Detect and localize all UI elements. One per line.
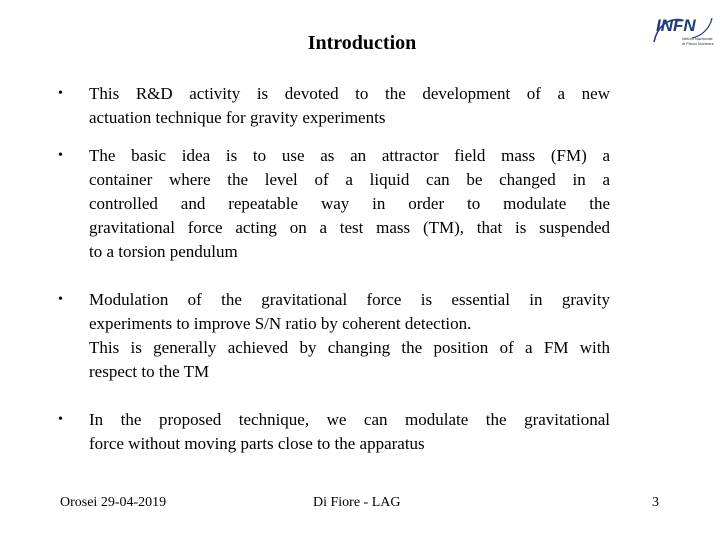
bullet-line: Modulation of the gravitational force is essential in gravity	[89, 290, 610, 309]
bullet-line: This is generally achieved by changing the position of a FM with	[89, 338, 610, 357]
infn-logo-text: INFN	[656, 16, 696, 35]
bullet-line: container where the level of a liquid can be changed in a	[89, 170, 610, 189]
bullet-line: This R&D activity is devoted to the development of a new	[89, 84, 610, 103]
bullet-line: force without moving parts close to the apparatus	[89, 434, 425, 453]
bullet-line: experiments to improve S/N ratio by coherent detection.	[89, 314, 472, 333]
infn-logo-subtitle-2: di Fisica Nucleare	[682, 41, 714, 46]
bullet-line: actuation technique for gravity experiments	[89, 108, 386, 127]
bullet-line: controlled and repeatable way in order to modulate the	[89, 194, 610, 213]
bullet-symbol: •	[58, 292, 63, 307]
footer-author: Di Fiore - LAG	[313, 495, 401, 510]
infn-logo-subtitle-1: Istituto Nazionale	[682, 36, 713, 41]
bullet-line: to a torsion pendulum	[89, 242, 238, 261]
footer-page-number: 3	[652, 495, 659, 510]
bullet-list	[58, 82, 610, 456]
slide-title: Introduction	[307, 32, 417, 54]
bullet-line: respect to the TM	[89, 362, 210, 381]
bullet-symbol: •	[58, 86, 63, 101]
bullet-item-3	[58, 288, 610, 384]
bullet-item-2	[58, 144, 610, 264]
bullet-line: In the proposed technique, we can modulate the gravitational	[89, 410, 610, 429]
bullet-symbol: •	[58, 412, 63, 427]
infn-logo	[652, 14, 718, 50]
footer-date: Orosei 29-04-2019	[60, 495, 167, 510]
bullet-line: gravitational force acting on a test mass (TM), that is suspended	[89, 218, 610, 237]
bullet-symbol: •	[58, 148, 63, 163]
bullet-item-1	[58, 82, 610, 130]
bullet-item-4	[58, 408, 610, 456]
bullet-line: The basic idea is to use as an attractor field mass (FM) a	[89, 146, 610, 165]
